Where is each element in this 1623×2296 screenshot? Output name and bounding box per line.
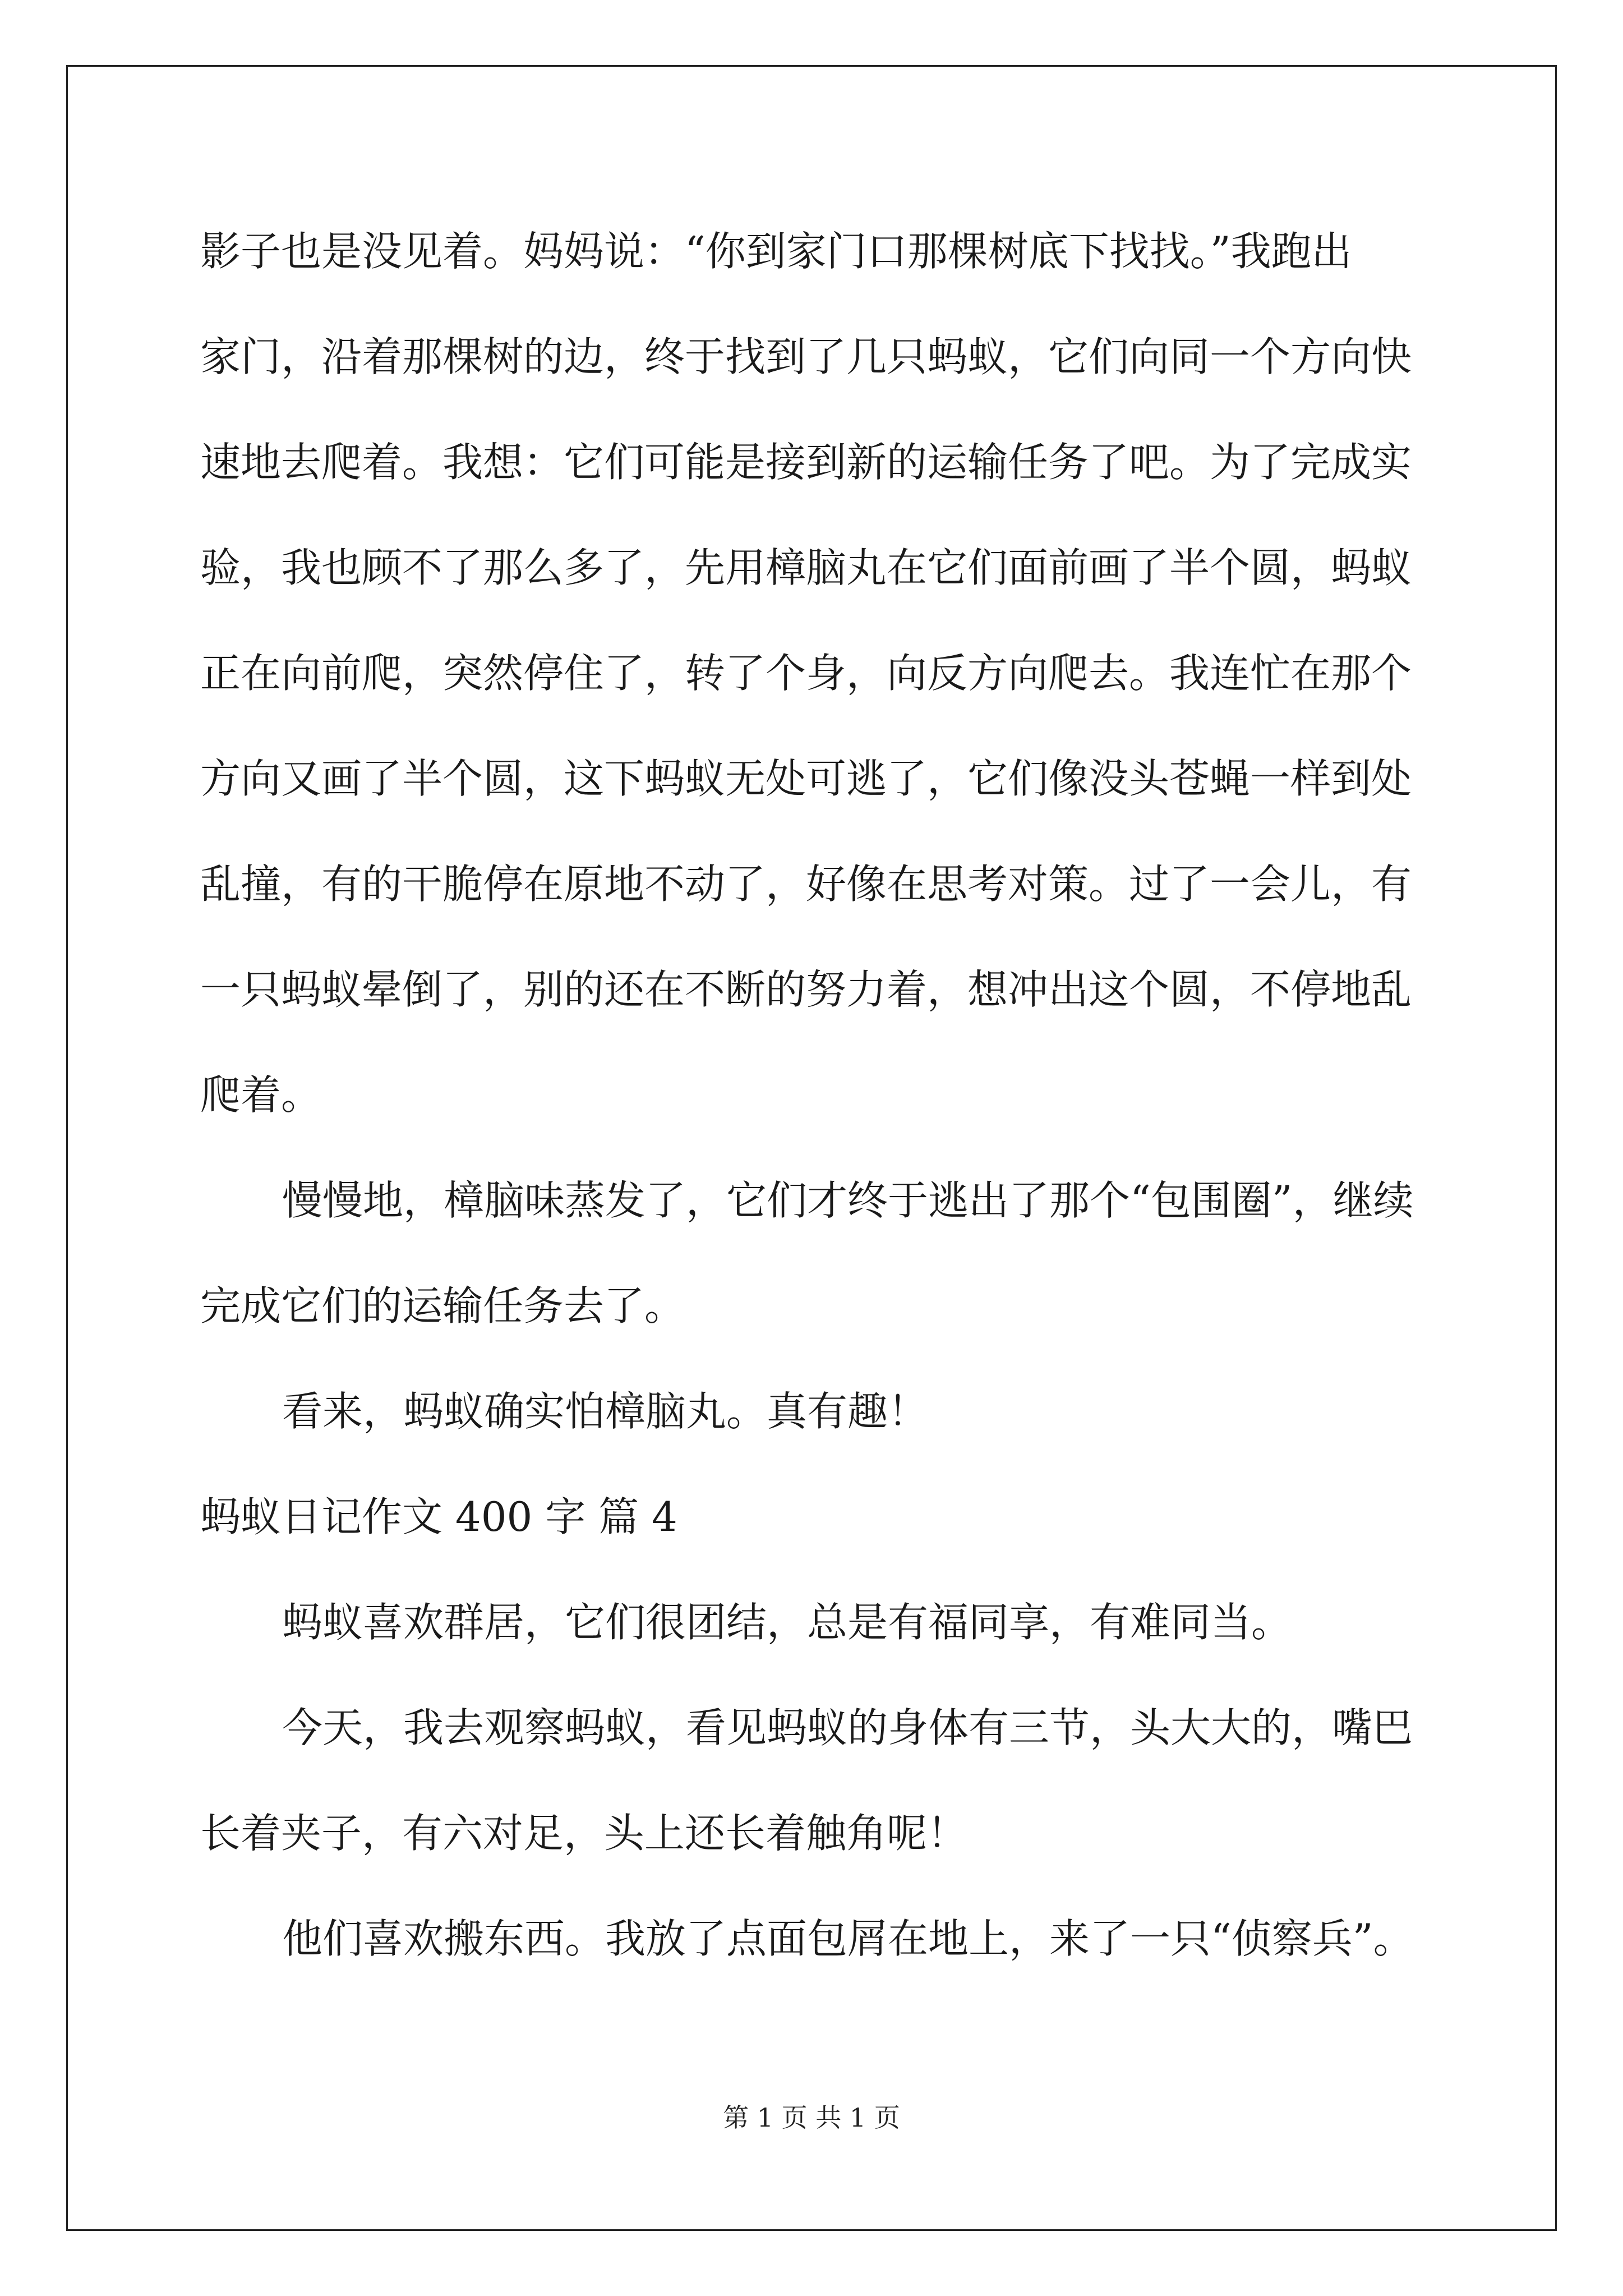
page-border (66, 65, 1557, 2231)
text-line: 影子也是没见着。妈妈说：“你到家门口那棵树底下找找。”我跑出 (200, 228, 1352, 275)
text-line: 乱撞，有的干脆停在原地不动了，好像在思考对策。过了一会儿，有 (200, 861, 1412, 908)
text-line: 长着夹子，有六对足，头上还长着触角呢！ (200, 1810, 968, 1857)
text-line: 蚂蚁喜欢群居，它们很团结，总是有福同享，有难同当。 (282, 1599, 1292, 1646)
text-line: 看来，蚂蚁确实怕樟脑丸。真有趣！ (282, 1388, 929, 1435)
text-line: 完成它们的运输任务去了。 (200, 1282, 685, 1329)
text-line: 家门，沿着那棵树的边，终于找到了几只蚂蚁，它们向同一个方向快 (200, 333, 1412, 380)
section-heading: 蚂蚁日记作文 400 字 篇 4 (200, 1493, 677, 1540)
text-line: 验，我也顾不了那么多了，先用樟脑丸在它们面前画了半个圆，蚂蚁 (200, 544, 1412, 591)
page-footer: 第 1 页 共 1 页 (723, 2102, 900, 2133)
text-line: 今天，我去观察蚂蚁，看见蚂蚁的身体有三节，头大大的，嘴巴 (282, 1704, 1413, 1751)
text-line: 方向又画了半个圆，这下蚂蚁无处可逃了，它们像没头苍蝇一样到处 (200, 755, 1412, 802)
text-line: 爬着。 (200, 1071, 322, 1119)
text-line: 速地去爬着。我想：它们可能是接到新的运输任务了吧。为了完成实 (200, 439, 1412, 486)
text-line: 正在向前爬，突然停住了，转了个身，向反方向爬去。我连忙在那个 (200, 650, 1412, 697)
text-line: 慢慢地，樟脑味蒸发了，它们才终于逃出了那个“包围圈”，继续 (282, 1177, 1414, 1224)
text-line: 一只蚂蚁晕倒了，别的还在不断的努力着，想冲出这个圆，不停地乱 (200, 966, 1412, 1013)
text-line: 他们喜欢搬东西。我放了点面包屑在地上，来了一只“侦察兵”。 (282, 1915, 1414, 1962)
